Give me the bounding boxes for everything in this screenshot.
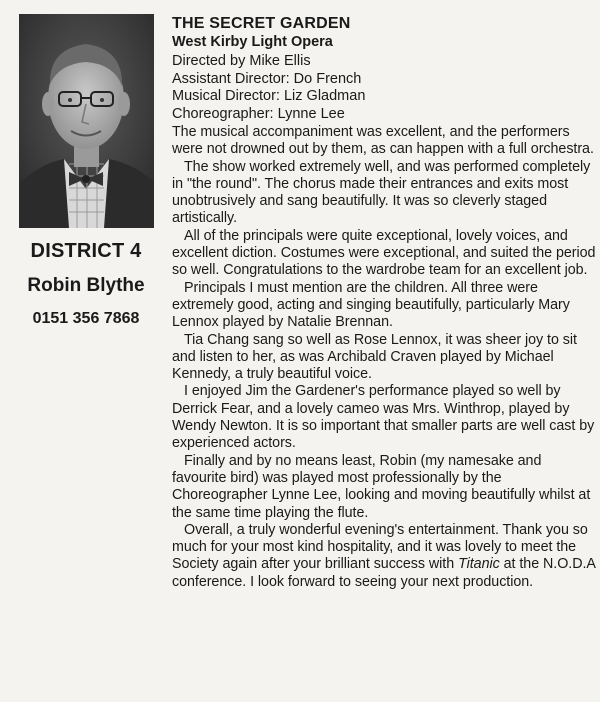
reviewer-photo [19,14,154,228]
review-column [172,14,596,591]
show-title: THE SECRET GARDEN [172,15,351,32]
reviewer-name: Robin Blythe [27,275,145,296]
closing-text-end: at the N.O.D.A conference. I look forward to seeing your next production. [172,556,596,590]
review-paragraph: I enjoyed Jim the Gardener's performance played so well by Derrick Fear, and a lovely cameo was Mrs. Winthrop, played by Wendy Newton. It is so important that smaller parts are well cast by experienced actors. [172,383,595,452]
review-paragraph: Finally and by no means least, Robin (my namesake and favourite bird) was played most professionally by the Choreographer Lynne Lee, looking and moving beautifully whilst at the same time playing the flute. [172,452,591,521]
credit-director: Directed by Mike Ellis [172,53,311,69]
credit-choreographer: Choreographer: Lynne Lee [172,105,345,122]
portrait-image [19,14,154,228]
review-paragraph: The musical accompaniment was excellent, and the performers were not drowned out by them, as can happen with a full orchestra. [172,124,594,158]
review-paragraph: Principals I must mention are the children. All three were extremely good, acting and singing beautifully, particularly Mary Lennox played by Natalie Brennan. [172,279,570,331]
credit-assistant-director: Assistant Director: Do French [172,70,362,87]
review-paragraph: Tia Chang sang so well as Rose Lennox, it was sheer joy to sit and listen to her, as was Archibald Craven played by Michael Kennedy, a truly beautiful voice. [172,331,577,383]
closing-paragraph [172,522,596,591]
district-heading: DISTRICT 4 [30,240,142,262]
review-paragraph: All of the principals were quite exceptional, lovely voices, and excellent diction. Costumes were exceptional, and suited the period so well. Congratulations to the wardrobe team for an excellent job. [172,227,596,279]
credit-musical-director: Musical Director: Liz Gladman [172,88,366,104]
review-paragraph: The show worked extremely well, and was performed completely in "the round". The chorus made their entrances and exits most unobtrusively and sang beautifully. It was so cleverly staged artistically. [172,158,591,227]
company-name: West Kirby Light Opera [172,34,333,50]
review-body [172,124,596,591]
closing-text-start: Overall, a truly wonderful evening's entertainment. Thank you so much for your most kind hospitality, and it was lovely to meet the Society again after your brilliant success with [172,521,588,573]
show-title-italic: Titanic [458,556,500,573]
reviewer-phone: 0151 356 7868 [32,310,140,327]
